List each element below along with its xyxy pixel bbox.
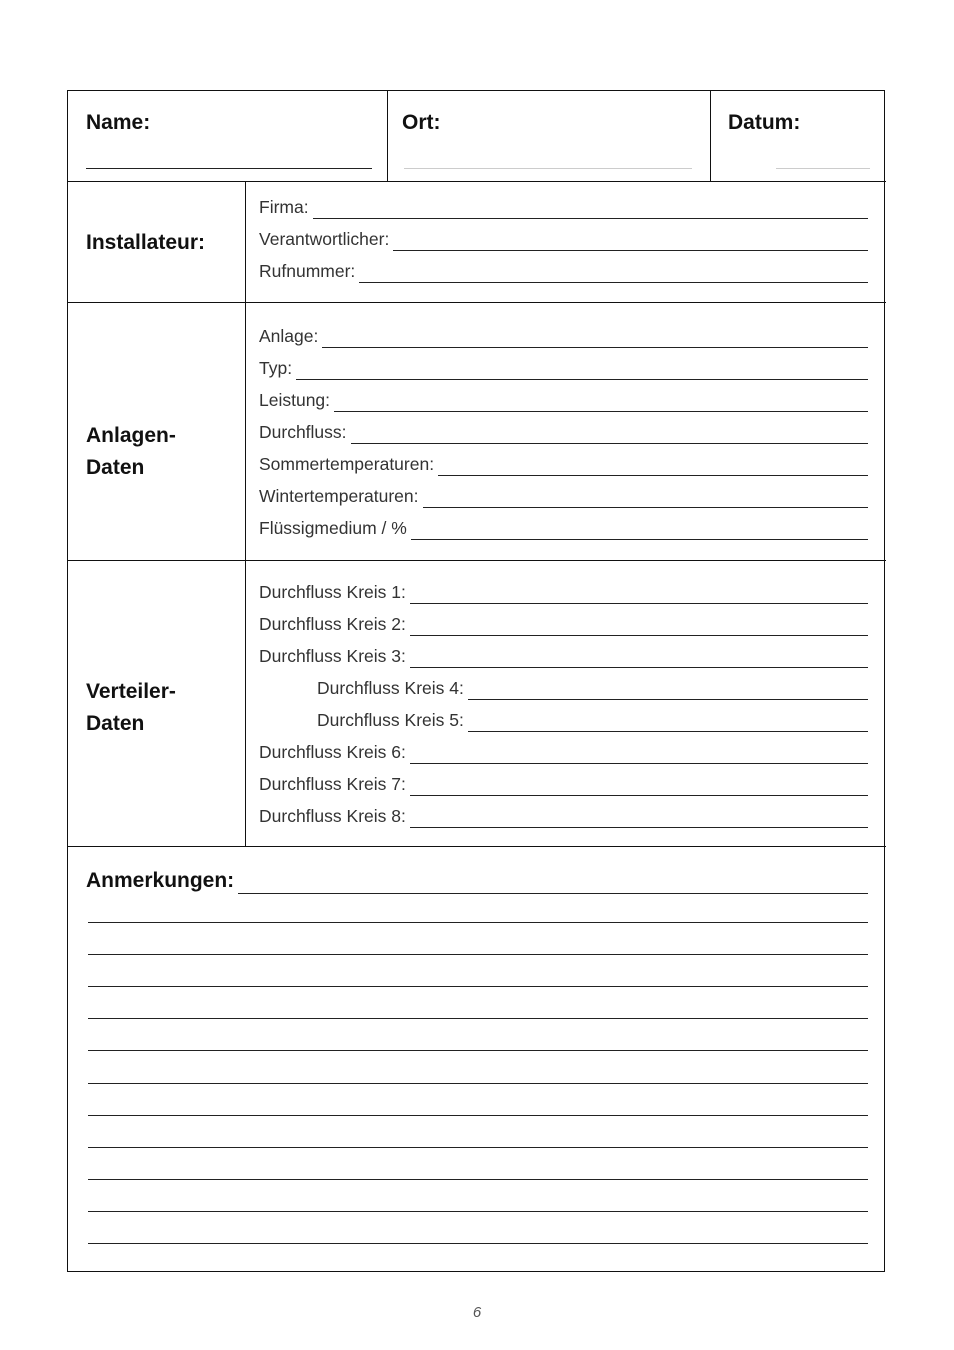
anlagen-field-6[interactable] — [259, 484, 868, 508]
anlagen-field-5[interactable] — [259, 452, 868, 476]
installateur-field-3[interactable] — [259, 259, 868, 283]
note-line[interactable] — [88, 1050, 868, 1051]
datum-label: Datum: — [728, 111, 801, 134]
ort-field[interactable] — [404, 168, 692, 169]
verteiler-field-1[interactable] — [259, 580, 868, 604]
divider-installateur — [68, 302, 886, 303]
divider-header — [68, 181, 886, 182]
verteiler-field-line[interactable] — [410, 666, 868, 668]
anmerkungen-line[interactable] — [238, 892, 868, 894]
installateur-title: Installateur: — [86, 231, 206, 254]
installateur-field-line[interactable] — [359, 281, 868, 283]
verteiler-field-label: Durchfluss Kreis 6: — [259, 742, 406, 762]
note-line[interactable] — [88, 922, 868, 923]
installateur-field-label: Firma: — [259, 197, 309, 217]
anlagen-field-line[interactable] — [334, 410, 868, 412]
anlagen-field-label: Anlage: — [259, 326, 319, 346]
verteiler-field-line[interactable] — [410, 602, 868, 604]
page-number: 6 — [472, 1304, 482, 1321]
anlagen-field-7[interactable] — [259, 516, 868, 540]
anlagen-field-4[interactable] — [259, 420, 868, 444]
anlagen-title-line2: Daten — [86, 456, 145, 479]
note-line[interactable] — [88, 1115, 868, 1116]
verteiler-field-line[interactable] — [410, 794, 868, 796]
note-line[interactable] — [88, 986, 868, 987]
name-label: Name: — [86, 111, 151, 134]
note-line[interactable] — [88, 1018, 868, 1019]
installateur-field-1[interactable] — [259, 195, 868, 219]
report-form — [67, 90, 885, 1272]
name-field[interactable] — [86, 168, 372, 169]
anlagen-field-label: Wintertemperaturen: — [259, 486, 419, 506]
verteiler-field-label: Durchfluss Kreis 8: — [259, 806, 406, 826]
note-line[interactable] — [88, 1243, 868, 1244]
anlagen-field-label: Typ: — [259, 358, 293, 378]
note-line[interactable] — [88, 1211, 868, 1212]
divider-name-ort — [387, 91, 388, 181]
divider-anlagen — [68, 560, 886, 561]
verteiler-field-label: Durchfluss Kreis 3: — [259, 646, 406, 666]
anlagen-field-label: Sommertemperaturen: — [259, 454, 435, 474]
verteiler-field-line[interactable] — [410, 762, 868, 764]
anlagen-title-line1: Anlagen- — [86, 424, 176, 447]
ort-label: Ort: — [402, 111, 441, 134]
verteiler-title-line1: Verteiler- — [86, 680, 176, 703]
verteiler-field-line[interactable] — [410, 634, 868, 636]
verteiler-title-line2: Daten — [86, 712, 145, 735]
anlagen-field-label: Flüssigmedium / % — [259, 518, 407, 538]
anlagen-field-line[interactable] — [322, 346, 868, 348]
verteiler-field-label: Durchfluss Kreis 5: — [317, 710, 464, 730]
anlagen-field-line[interactable] — [438, 474, 868, 476]
divider-ort-datum — [710, 91, 711, 181]
divider-label-column — [245, 181, 246, 846]
anlagen-field-line[interactable] — [411, 538, 868, 540]
verteiler-field-3[interactable] — [259, 644, 868, 668]
anmerkungen-row[interactable] — [86, 868, 868, 894]
anlagen-field-line[interactable] — [296, 378, 868, 380]
verteiler-field-7[interactable] — [259, 772, 868, 796]
divider-verteiler — [68, 846, 886, 847]
anlagen-field-line[interactable] — [423, 506, 868, 508]
verteiler-field-4[interactable] — [317, 676, 868, 700]
note-line[interactable] — [88, 1147, 868, 1148]
verteiler-field-line[interactable] — [468, 698, 868, 700]
anlagen-field-line[interactable] — [351, 442, 868, 444]
installateur-field-label: Verantwortlicher: — [259, 229, 390, 249]
anlagen-field-3[interactable] — [259, 388, 868, 412]
verteiler-field-label: Durchfluss Kreis 2: — [259, 614, 406, 634]
anlagen-field-2[interactable] — [259, 356, 868, 380]
note-line[interactable] — [88, 1179, 868, 1180]
anlagen-field-label: Durchfluss: — [259, 422, 347, 442]
installateur-field-2[interactable] — [259, 227, 868, 251]
installateur-field-line[interactable] — [393, 249, 868, 251]
verteiler-field-8[interactable] — [259, 804, 868, 828]
anlagen-field-1[interactable] — [259, 324, 868, 348]
verteiler-field-5[interactable] — [317, 708, 868, 732]
verteiler-field-label: Durchfluss Kreis 7: — [259, 774, 406, 794]
anlagen-title — [86, 420, 176, 484]
note-line[interactable] — [88, 954, 868, 955]
verteiler-field-line[interactable] — [410, 826, 868, 828]
verteiler-field-line[interactable] — [468, 730, 868, 732]
note-line[interactable] — [88, 1083, 868, 1084]
verteiler-title — [86, 676, 176, 740]
installateur-field-line[interactable] — [313, 217, 868, 219]
anmerkungen-label: Anmerkungen: — [86, 869, 235, 892]
verteiler-field-label: Durchfluss Kreis 4: — [317, 678, 464, 698]
verteiler-field-label: Durchfluss Kreis 1: — [259, 582, 406, 602]
datum-field[interactable] — [776, 168, 870, 169]
verteiler-field-6[interactable] — [259, 740, 868, 764]
installateur-field-label: Rufnummer: — [259, 261, 356, 281]
verteiler-field-2[interactable] — [259, 612, 868, 636]
anlagen-field-label: Leistung: — [259, 390, 331, 410]
